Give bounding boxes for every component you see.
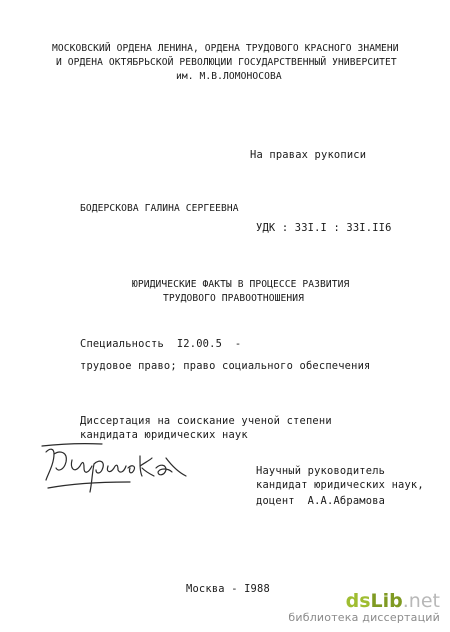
- header-line-3: им. М.В.ЛОМОНОСОВА: [176, 71, 282, 82]
- supervisor-line-2: кандидат юридических наук,: [256, 479, 424, 491]
- rights-note: На правах рукописи: [250, 149, 367, 161]
- logo-net: .net: [402, 590, 440, 612]
- logo-lib: Lib: [370, 590, 403, 612]
- udk-code: УДК : 33I.I : 33I.II6: [256, 222, 392, 234]
- specialty-line-2: трудовое право; право социального обеспечения: [80, 360, 371, 372]
- supervisor-line-1: Научный руководитель: [256, 465, 386, 477]
- handwritten-signature: [40, 438, 190, 500]
- logo-ds: ds: [345, 590, 371, 612]
- dslib-watermark: [288, 591, 440, 624]
- dslib-logo: [288, 591, 440, 611]
- specialty-line-1: Специальность I2.00.5 -: [80, 338, 242, 350]
- header-line-2: И ОРДЕНА ОКТЯБРЬСКОЙ РЕВОЛЮЦИИ ГОСУДАРСТВЕННЫЙ УНИВЕРСИТЕТ: [56, 57, 397, 68]
- dissertation-line-2: кандидата юридических наук: [80, 429, 248, 441]
- author-name: БОДЕРСКОВА ГАЛИНА СЕРГЕЕВНА: [80, 203, 239, 214]
- title-line-2: ТРУДОВОГО ПРАВООТНОШЕНИЯ: [163, 293, 305, 304]
- title-line-1: ЮРИДИЧЕСКИЕ ФАКТЫ В ПРОЦЕССЕ РАЗВИТИЯ: [132, 279, 350, 290]
- dissertation-line-1: Диссертация на соискание ученой степени: [80, 415, 332, 427]
- supervisor-line-3: доцент А.А.Абрамова: [256, 495, 386, 507]
- watermark-subtitle: библиотека диссертаций: [288, 611, 440, 624]
- city-year: Москва - I988: [186, 583, 270, 595]
- header-line-1: МОСКОВСКИЙ ОРДЕНА ЛЕНИНА, ОРДЕНА ТРУДОВОГО КРАСНОГО ЗНАМЕНИ: [52, 43, 399, 54]
